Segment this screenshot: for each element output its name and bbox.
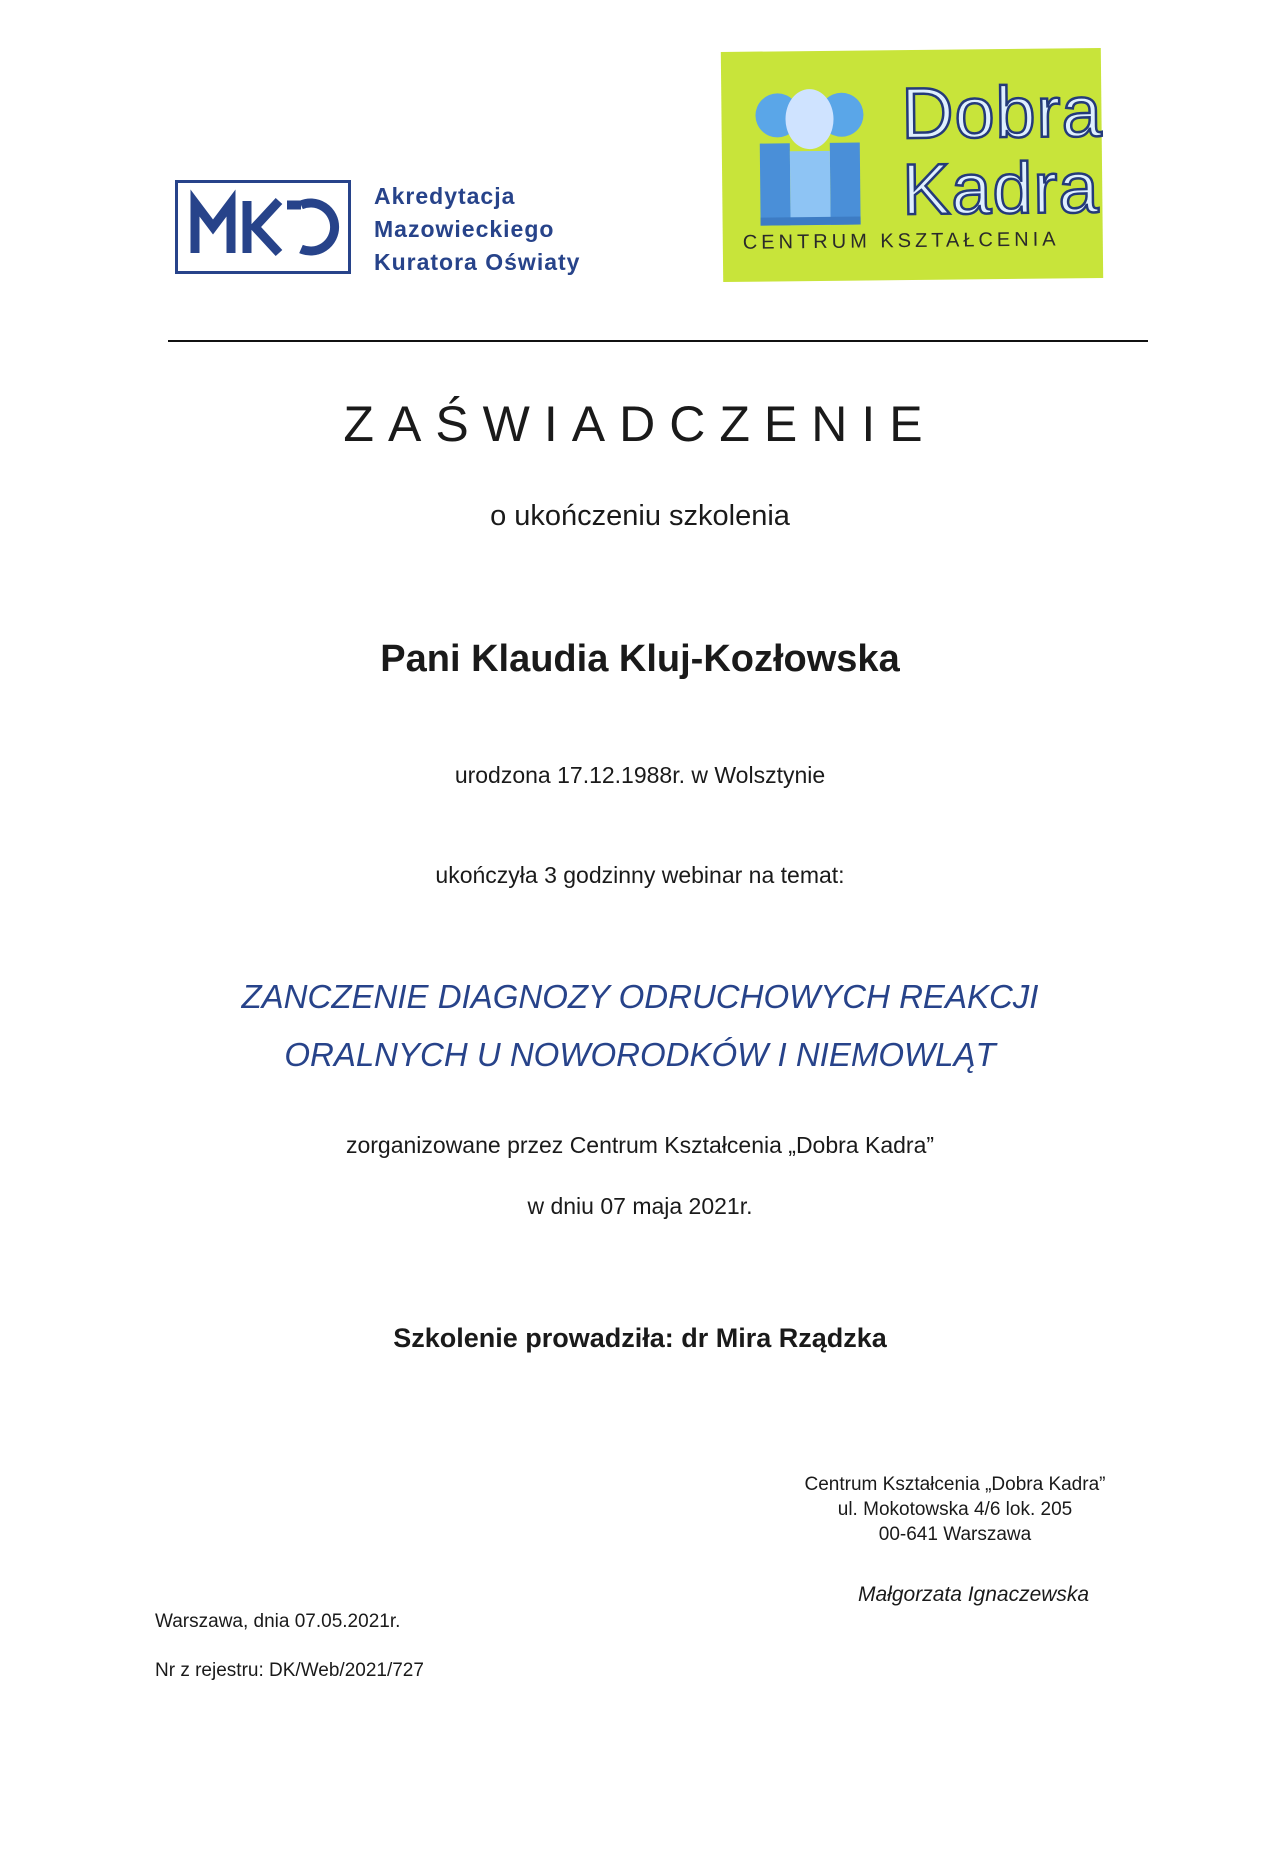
organizer-text: zorganizowane przez Centrum Kształcenia „Dobra Kadra”: [345, 1132, 935, 1158]
org-name: Centrum Kształcenia „Dobra Kadra”: [804, 1474, 1106, 1495]
certificate-title: ZAŚWIADCZENIE: [343, 396, 937, 452]
course-title-line-1: ZANCZENIE DIAGNOZY ODRUCHOWYCH REAKCJI: [241, 978, 1039, 1015]
register-number: Nr z rejestru: DK/Web/2021/727: [155, 1660, 424, 1681]
instructor: Szkolenie prowadziła: dr Mira Rządzka: [393, 1323, 887, 1353]
mko-line-3: Kuratora Oświaty: [374, 249, 581, 275]
mko-mark-icon: [183, 187, 343, 267]
mko-line-2: Mazowieckiego: [374, 216, 555, 242]
header-divider: [168, 340, 1148, 342]
mko-logo: [175, 180, 351, 274]
certificate-subtitle: o ukończeniu szkolenia: [490, 500, 790, 532]
mko-accreditation-text: [374, 180, 580, 279]
dobra-kadra-word-2: Kadra: [901, 148, 1100, 231]
org-city: 00-641 Warszawa: [878, 1524, 1032, 1545]
org-street: ul. Mokotowska 4/6 lok. 205: [837, 1499, 1073, 1520]
course-title-line-2: ORALNYCH U NOWORODKÓW I NIEMOWLĄT: [284, 1036, 996, 1073]
birth-info: urodzona 17.12.1988r. w Wolsztynie: [454, 762, 826, 788]
place-and-date: Warszawa, dnia 07.05.2021r.: [155, 1611, 401, 1632]
dobra-kadra-logo: [721, 48, 1103, 282]
course-title: [0, 968, 1280, 1084]
dobra-kadra-word-1: Dobra: [901, 72, 1103, 155]
dobra-kadra-subtitle: CENTRUM KSZTAŁCENIA: [742, 228, 1060, 254]
completion-text: ukończyła 3 godzinny webinar na temat:: [435, 862, 845, 888]
organization-address: [780, 1472, 1130, 1547]
recipient-name: Pani Klaudia Kluj-Kozłowska: [380, 638, 900, 680]
mko-line-1: Akredytacja: [374, 183, 516, 209]
people-figure-icon: [749, 80, 871, 231]
course-date: w dniu 07 maja 2021r.: [527, 1193, 753, 1219]
signature: Małgorzata Ignaczewska: [858, 1583, 1090, 1606]
